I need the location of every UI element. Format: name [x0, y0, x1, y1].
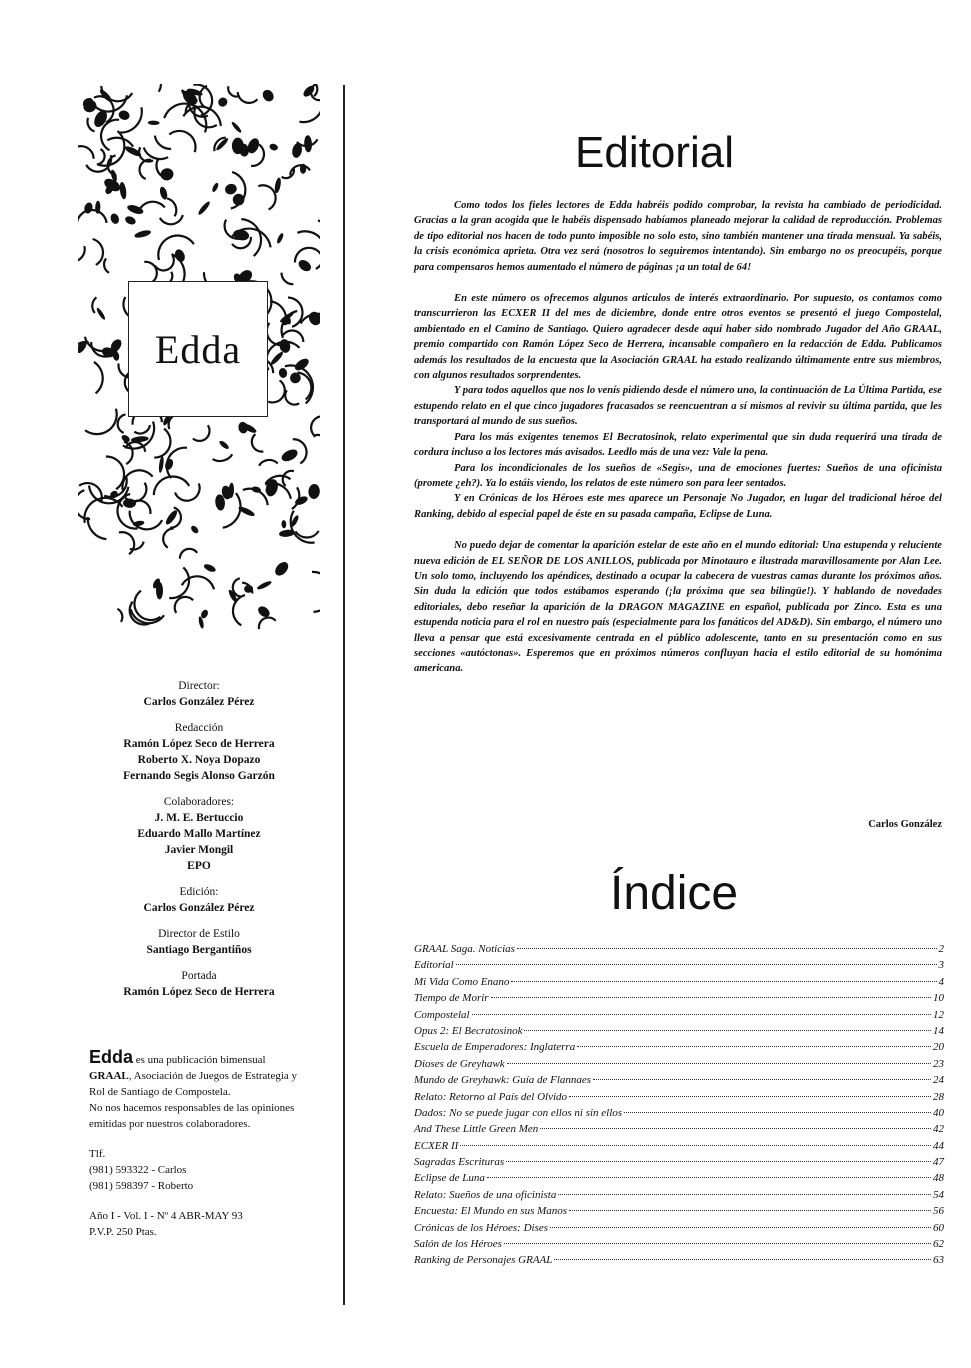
index-entry[interactable]	[414, 1205, 944, 1221]
index-leader-dots	[504, 1243, 931, 1244]
index-entry[interactable]	[414, 976, 944, 992]
credit-name: Eduardo Mallo Martínez	[137, 828, 261, 840]
index-entry[interactable]	[414, 1140, 944, 1156]
index-entry[interactable]	[414, 1222, 944, 1238]
telephone-label: Tlf.	[89, 1148, 106, 1160]
index-entry-page: 44	[933, 1139, 944, 1152]
masthead-logo-text: Edda	[154, 326, 242, 372]
index-leader-dots	[506, 1161, 931, 1162]
index-entry-title: Ranking de Personajes GRAAL	[414, 1254, 553, 1267]
index-entry-title: GRAAL Saga. Noticias	[414, 943, 515, 955]
index-leader-dots	[511, 981, 936, 982]
masthead-logo	[128, 281, 268, 417]
credit-name: Javier Mongil	[164, 844, 234, 856]
editorial-paragraph: Y para todos aquellos que nos lo venís pidiendo desde el número uno, la continuación de La Última Partida, ese estupendo relato en el que cinco jugadores fracasados se reencuentran a sí mismos al revivir su última partida, que les transportará al mundo de sus sueños.	[414, 385, 942, 428]
index-entry-page: 23	[933, 1057, 944, 1070]
index-entry[interactable]	[414, 1091, 944, 1107]
disclaimer: No nos hacemos responsables de las opiniones emitidas por nuestros colaboradores.	[89, 1102, 295, 1130]
index-list	[414, 943, 944, 1271]
credit-group	[78, 968, 320, 1000]
column-divider	[343, 85, 345, 1305]
index-leader-dots	[624, 1112, 931, 1113]
editorial-paragraph: Para los más exigentes tenemos El Becratosinok, relato experimental que sin duda requerirá una tirada de cordura incluso a los lectores más avisados. Leedlo más de una vez: Vale la pena.	[414, 431, 942, 459]
index-leader-dots	[472, 1014, 931, 1015]
index-entry-page: 2	[938, 943, 944, 955]
index-leader-dots	[456, 964, 937, 965]
index-leader-dots	[540, 1128, 931, 1129]
index-entry-title: Salón de los Héroes	[414, 1238, 502, 1251]
telephone-1: (981) 593322 - Carlos	[89, 1164, 187, 1176]
index-leader-dots	[569, 1096, 931, 1097]
credit-group	[78, 720, 320, 784]
credit-role: Portada	[181, 970, 217, 982]
index-entry-page: 20	[933, 1041, 944, 1054]
index-entry-title: Dados: No se puede jugar con ellos ni sin ellos	[414, 1106, 623, 1119]
index-entry-page: 12	[933, 1008, 944, 1021]
credit-role: Director de Estilo	[158, 928, 240, 940]
index-entry-title: Relato: Retorno al País del Olvido	[414, 1090, 568, 1103]
credit-name: EPO	[187, 860, 211, 872]
index-entry-title: ECXER II	[414, 1139, 459, 1152]
index-leader-dots	[460, 1145, 931, 1146]
index-entry-title: Compostelal	[414, 1008, 470, 1021]
index-leader-dots	[593, 1079, 931, 1080]
credit-name: Ramón López Seco de Herrera	[123, 986, 275, 998]
editorial-paragraph: No puedo dejar de comentar la aparición estelar de este año en el mundo editorial: Una estupenda y reluciente nueva edición de EL SEÑOR DE LOS ANILLOS, publicada por Minotauro e ilustrada maravillosamente por Alan Lee. Un solo tomo, incluyendo los apéndices, destinado a ocupar la cabecera de vuestras camas durante los próximos años. Sin duda la edición que todos estábamos esperando (¡la próxima que sea bilingüe!). Y hablando de novedades editoriales, debo reseñar la aparición de la DRAGON MAGAZINE en español, publicada por Zinco. Esta es una estupenda noticia para el rol en nuestro país (especialmente para los fanáticos del AD&D). Sin embargo, el número uno lleva a pensar que está excesivamente centrada en el público adolescente, tanto en su presentación como en sus secciones «autóctonas». Esperemos que en próximos números confluyan hacia el estilo editorial de su homónima americana.	[414, 540, 942, 675]
index-entry[interactable]	[414, 1107, 944, 1123]
index-entry-page: 3	[938, 959, 944, 972]
index-entry-page: 47	[933, 1156, 944, 1169]
editorial-paragraph: Y en Crónicas de los Héroes este mes aparece un Personaje No Jugador, en lugar del tradicional héroe del Ranking, debido al especial papel de éste en su pasada campaña, Eclipse de Luna.	[414, 493, 942, 520]
credit-group	[78, 926, 320, 958]
index-entry[interactable]	[414, 1238, 944, 1254]
index-leader-dots	[550, 1227, 931, 1228]
credit-name: Roberto X. Noya Dopazo	[137, 754, 261, 766]
publication-info	[89, 1049, 304, 1240]
index-entry-title: And These Little Green Men	[414, 1123, 539, 1136]
index-entry-title: Mi Vida Como Enano	[414, 975, 510, 988]
editorial-paragraph: En este número os ofrecemos algunos artículos de interés extraordinario. Por supuesto, os contamos como transcurrieron las ECXER II del mes de diciembre, donde entre otros eventos se presentó el juego Compostelal, ambientado en el Camino de Santiago. Quiero agradecer desde aquí haber sido nombrado Jugador del Año GRAAL, premio compartido con Ramón López Seco de Herrera, incansable compañero en la redacción de Edda. Publicamos además los resultados de la encuesta que la Asociación GRAAL ha estado realizando últimamente entre sus miembros, con algunos resultados sorprendentes.	[414, 293, 942, 382]
index-entry-page: 56	[933, 1205, 944, 1218]
index-entry-title: Sagradas Escrituras	[414, 1156, 505, 1169]
index-entry-title: Eclipse de Luna	[414, 1172, 485, 1185]
credit-name: Fernando Segis Alonso Garzón	[123, 770, 275, 782]
credit-role: Edición:	[179, 886, 219, 898]
index-entry-page: 60	[933, 1221, 944, 1234]
index-leader-dots	[491, 997, 931, 998]
index-leader-dots	[517, 948, 937, 949]
index-entry-title: Mundo de Greyhawk: Guía de Flannaes	[414, 1074, 592, 1087]
index-title: Índice	[610, 867, 739, 920]
credit-group	[78, 678, 320, 710]
index-entry-title: Opus 2: El Becratosinok	[414, 1024, 523, 1037]
editorial-paragraph: Para los incondicionales de los sueños de «Segis», una de emociones fuertes: Sueños de una oficinista (promete ¿eh?). Ya lo estáis viendo, los relatos de este número son para leer sentados.	[414, 462, 942, 489]
index-entry-page: 54	[933, 1188, 944, 1201]
issue-info: Año I - Vol. I - Nº 4 ABR-MAY 93	[89, 1210, 243, 1222]
index-entry-page: 28	[933, 1090, 944, 1103]
index-entry[interactable]	[414, 992, 944, 1008]
credit-group	[78, 794, 320, 874]
brand-name: Edda	[89, 1047, 134, 1067]
editorial-body	[414, 198, 942, 677]
index-entry[interactable]	[414, 1025, 944, 1041]
credit-group	[78, 884, 320, 916]
credit-role: Colaboradores:	[163, 796, 235, 808]
index-leader-dots	[507, 1063, 931, 1064]
index-entry[interactable]	[414, 1172, 944, 1188]
index-leader-dots	[524, 1030, 931, 1031]
index-entry-title: Editorial	[414, 959, 454, 972]
index-entry-title: Tiempo de Morir	[414, 992, 489, 1005]
index-entry[interactable]	[414, 959, 944, 975]
index-leader-dots	[487, 1177, 931, 1178]
editorial-paragraph: Como todos los fieles lectores de Edda habréis podido comprobar, la revista ha cambiado de periodicidad. Gracias a la gran acogida que le habéis dispensado habíamos planeado mejorar la calidad de reproducción. Problemas de tipo editorial nos hacen de todo punto imposible no solo esto, sino también mantener una tirada mensual. Ya sabéis, la crisis económica aprieta. Otra vez será (nosotros lo seguiremos intentando). Sin embargo no os preocupéis, porque para compensaros hemos aumentado el número de páginas ¡a un total de 64!	[414, 200, 942, 273]
index-entry[interactable]	[414, 1254, 944, 1270]
credits	[78, 678, 320, 1010]
index-entry-title: Escuela de Emperadores: Inglaterra	[414, 1041, 576, 1054]
index-entry-title: Encuesta: El Mundo en sus Manos	[414, 1205, 568, 1218]
index-entry-page: 4	[938, 975, 944, 988]
index-entry-page: 42	[933, 1123, 944, 1136]
index-entry-page: 63	[933, 1254, 944, 1267]
index-leader-dots	[577, 1046, 931, 1047]
index-leader-dots	[554, 1259, 931, 1260]
credit-role: Redacción	[174, 722, 224, 734]
index-entry-page: 14	[933, 1024, 944, 1037]
index-leader-dots	[569, 1210, 931, 1211]
index-entry-page: 10	[933, 992, 944, 1005]
index-entry-page: 40	[933, 1106, 944, 1119]
editorial-title: Editorial	[575, 128, 734, 177]
telephone-2: (981) 598397 - Roberto	[89, 1180, 194, 1192]
publication-description: Edda es una publicación bimensual GRAAL, Asociación de Juegos de Estrategia y Rol de Santiago de Compostela.	[89, 1047, 298, 1098]
editorial-signature: Carlos González	[868, 819, 942, 830]
credit-role: Director:	[178, 680, 220, 692]
index-entry[interactable]	[414, 1009, 944, 1025]
credit-name: Santiago Bergantiños	[146, 944, 252, 956]
index-entry[interactable]	[414, 1123, 944, 1139]
index-entry-page: 62	[933, 1238, 944, 1251]
credit-name: J. M. E. Bertuccio	[154, 812, 244, 824]
index-entry[interactable]	[414, 943, 944, 959]
index-entry-title: Relato: Sueños de una oficinista	[414, 1188, 557, 1201]
index-entry-page: 24	[933, 1074, 944, 1087]
credit-name: Carlos González Pérez	[143, 696, 255, 708]
index-entry[interactable]	[414, 1058, 944, 1074]
index-entry[interactable]	[414, 1156, 944, 1172]
index-entry-title: Dioses de Greyhawk	[414, 1057, 505, 1070]
credit-name: Ramón López Seco de Herrera	[123, 738, 275, 750]
index-entry-page: 48	[933, 1172, 944, 1185]
index-entry[interactable]	[414, 1189, 944, 1205]
index-entry[interactable]	[414, 1074, 944, 1090]
credit-name: Carlos González Pérez	[143, 902, 255, 914]
price: P.V.P. 250 Ptas.	[89, 1226, 157, 1238]
index-entry[interactable]	[414, 1041, 944, 1057]
index-entry-title: Crónicas de los Héroes: Dises	[414, 1221, 549, 1234]
index-leader-dots	[558, 1194, 931, 1195]
